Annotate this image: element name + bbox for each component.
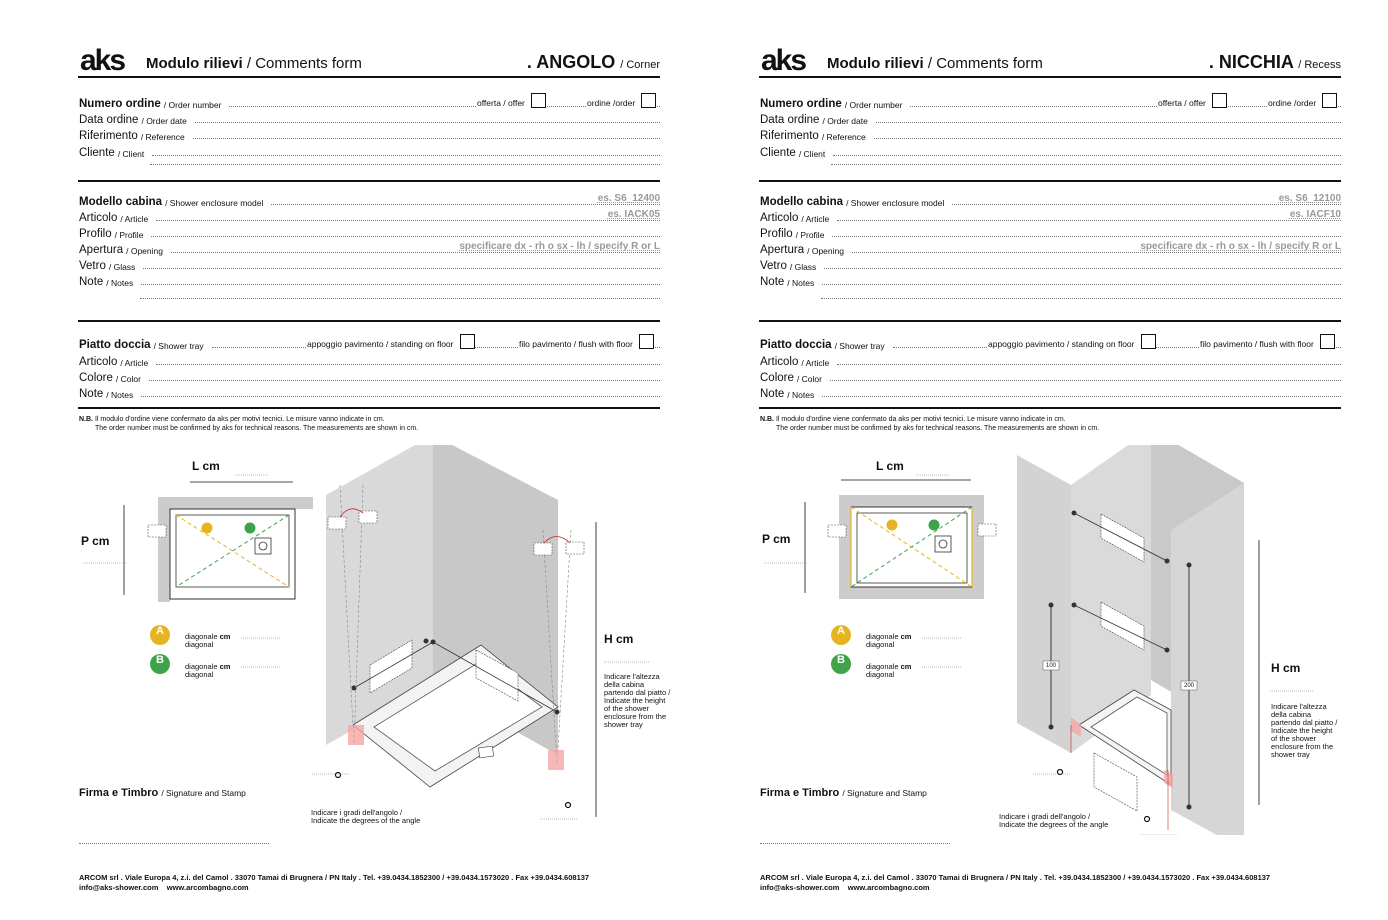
section-divider	[78, 180, 660, 182]
dimension-200: 200	[1184, 683, 1195, 689]
section-divider	[78, 407, 660, 409]
order-date-row: Data ordine / Order date	[79, 110, 660, 126]
form-type-title: . ANGOLO / Corner	[526, 52, 660, 72]
page-header	[759, 44, 1341, 78]
cabin-notes-extra-line[interactable]	[821, 298, 1341, 299]
cabin-article-row: Articolo / Article es. IACF10	[760, 209, 1341, 224]
flush-with-floor-checkbox[interactable]	[639, 334, 654, 349]
tray-article-row: Articolo / Article	[79, 352, 660, 368]
form-page-corner	[78, 0, 678, 920]
height-label: H cm	[1271, 661, 1301, 675]
profile-row: Profilo / Profile	[760, 224, 1341, 240]
tray-color-field[interactable]	[830, 380, 1341, 381]
cabin-article-row: Articolo / Article es. IACK05	[79, 209, 660, 224]
signature-label: Firma e Timbro / Signature and Stamp	[760, 787, 927, 799]
order-date-field[interactable]	[195, 122, 660, 123]
cabin-notes-field[interactable]	[141, 284, 660, 285]
model-field[interactable]: es. S6_12100	[952, 204, 1341, 205]
tray-notes-row: Note / Notes	[760, 384, 1341, 400]
diagonal-b-label: diagonale cm diagonal	[185, 662, 231, 679]
tray-notes-row: Note / Notes	[79, 384, 660, 400]
width-label: L cm	[876, 459, 904, 473]
section-divider	[78, 320, 660, 322]
glass-row: Vetro / Glass	[760, 256, 1341, 272]
recess-diagram	[759, 445, 1359, 835]
angle-note: Indicare i gradi dell'angolo / Indicate the degrees of the angle	[999, 812, 1109, 829]
depth-label: P cm	[81, 534, 110, 548]
angle-note: Indicare i gradi dell'angolo / Indicate the degrees of the angle	[311, 808, 421, 825]
diagonal-a-label: diagonale cm diagonal	[185, 632, 231, 649]
profile-field[interactable]	[832, 236, 1341, 237]
badge-a: A	[156, 625, 164, 637]
offer-checkbox[interactable]	[1212, 93, 1227, 108]
tray-article-field[interactable]	[837, 364, 1341, 365]
tray-color-row: Colore / Color	[79, 368, 660, 384]
model-field[interactable]: es. S6_12400	[271, 204, 660, 205]
opening-field[interactable]: specificare dx - rh o sx - lh / specify R or L	[852, 252, 1341, 253]
profile-row: Profilo / Profile	[79, 224, 660, 240]
glass-row: Vetro / Glass	[79, 256, 660, 272]
client-field[interactable]	[152, 155, 660, 156]
form-page-recess	[759, 0, 1359, 920]
height-note: Indicare l'altezza della cabina partendo dal piatto / Indicate the height of the shower enclosure from the shower tray	[604, 672, 671, 729]
tray-notes-field[interactable]	[822, 396, 1341, 397]
order-number-row: Numero ordine / Order number offerta / offer ordine /order	[79, 94, 660, 110]
reference-row: Riferimento / Reference	[760, 126, 1341, 142]
badge-b: B	[837, 654, 845, 666]
nb-note: N.B. Il modulo d'ordine viene confermato da aks per motivi tecnici. Le misure vanno indicate in cm. The order number must be confirmed by aks for technical reasons. The measurements are shown in cm.	[79, 416, 419, 432]
signature-field[interactable]	[79, 843, 269, 844]
opening-row: Apertura / Opening specificare dx - rh o sx - lh / specify R or L	[79, 241, 660, 256]
model-row: Modello cabina / Shower enclosure model es. S6_12400	[79, 193, 660, 208]
signature-label: Firma e Timbro / Signature and Stamp	[79, 787, 246, 799]
badge-a: A	[837, 625, 845, 637]
opening-row: Apertura / Opening specificare dx - rh o sx - lh / specify R or L	[760, 241, 1341, 256]
form-type-title: . NICCHIA / Recess	[1208, 52, 1341, 72]
cabin-notes-extra-line[interactable]	[140, 298, 660, 299]
profile-field[interactable]	[151, 236, 660, 237]
tray-color-row: Colore / Color	[760, 368, 1341, 384]
reference-row: Riferimento / Reference	[79, 126, 660, 142]
client-row: Cliente / Client	[79, 143, 660, 159]
glass-field[interactable]	[824, 268, 1341, 269]
order-number-row: Numero ordine / Order number offerta / offer ordine /order	[760, 94, 1341, 110]
flush-with-floor-checkbox[interactable]	[1320, 334, 1335, 349]
glass-field[interactable]	[143, 268, 660, 269]
order-checkbox[interactable]	[1322, 93, 1337, 108]
page-footer: ARCOM srl . Viale Europa 4, z.i. del Camol . 33070 Tamai di Brugnera / PN Italy . Tel. +39.0434.1852300 / +39.0434.1573020 . Fax +39.0434.608137 info@aks-shower.com www.arcombagno.com	[79, 873, 590, 892]
cabin-notes-row: Note / Notes	[760, 272, 1341, 288]
tray-article-field[interactable]	[156, 364, 660, 365]
offer-checkbox[interactable]	[531, 93, 546, 108]
badge-b: B	[156, 654, 164, 666]
aks-logo: aks	[80, 44, 125, 77]
tray-color-field[interactable]	[149, 380, 660, 381]
client-extra-line[interactable]	[831, 164, 1341, 165]
tray-row: Piatto doccia / Shower tray appoggio pavimento / standing on floor filo pavimento / flush with floor	[79, 335, 660, 351]
diagonal-a-label: diagonale cm diagonal	[866, 632, 912, 649]
tray-article-row: Articolo / Article	[760, 352, 1341, 368]
corner-drawing	[78, 445, 678, 835]
client-row: Cliente / Client	[760, 143, 1341, 159]
tray-notes-field[interactable]	[141, 396, 660, 397]
form-title: Modulo rilievi / Comments form	[827, 55, 1043, 72]
form-title: Modulo rilievi / Comments form	[146, 55, 362, 72]
model-row: Modello cabina / Shower enclosure model es. S6_12100	[760, 193, 1341, 208]
height-label: H cm	[604, 632, 634, 646]
client-field[interactable]	[833, 155, 1341, 156]
recess-drawing	[759, 445, 1359, 835]
cabin-notes-field[interactable]	[822, 284, 1341, 285]
width-label: L cm	[192, 459, 220, 473]
tray-row: Piatto doccia / Shower tray appoggio pavimento / standing on floor filo pavimento / flush with floor	[760, 335, 1341, 351]
aks-logo: aks	[761, 44, 806, 77]
section-divider	[759, 320, 1341, 322]
signature-field[interactable]	[760, 843, 950, 844]
client-extra-line[interactable]	[150, 164, 660, 165]
section-divider	[759, 407, 1341, 409]
order-checkbox[interactable]	[641, 93, 656, 108]
nb-note: N.B. Il modulo d'ordine viene confermato da aks per motivi tecnici. Le misure vanno indicate in cm. The order number must be confirmed by aks for technical reasons. The measurements are shown in cm.	[760, 416, 1100, 432]
cabin-article-field[interactable]: es. IACK05	[156, 220, 660, 221]
corner-diagram	[78, 445, 678, 835]
cabin-article-field[interactable]: es. IACF10	[837, 220, 1341, 221]
opening-field[interactable]: specificare dx - rh o sx - lh / specify R or L	[171, 252, 660, 253]
cabin-notes-row: Note / Notes	[79, 272, 660, 288]
section-divider	[759, 180, 1341, 182]
order-date-field[interactable]	[876, 122, 1341, 123]
standing-on-floor-checkbox[interactable]	[460, 334, 475, 349]
diagonal-b-label: diagonale cm diagonal	[866, 662, 912, 679]
depth-label: P cm	[762, 532, 791, 546]
standing-on-floor-checkbox[interactable]	[1141, 334, 1156, 349]
height-note: Indicare l'altezza della cabina partendo dal piatto / Indicate the height of the shower enclosure from the shower tray	[1271, 702, 1338, 759]
dimension-100: 100	[1046, 663, 1057, 669]
page-header	[78, 44, 660, 78]
page-footer: ARCOM srl . Viale Europa 4, z.i. del Camol . 33070 Tamai di Brugnera / PN Italy . Tel. +39.0434.1852300 / +39.0434.1573020 . Fax +39.0434.608137 info@aks-shower.com www.arcombagno.com	[760, 873, 1271, 892]
order-date-row: Data ordine / Order date	[760, 110, 1341, 126]
reference-field[interactable]	[874, 138, 1341, 139]
reference-field[interactable]	[193, 138, 660, 139]
